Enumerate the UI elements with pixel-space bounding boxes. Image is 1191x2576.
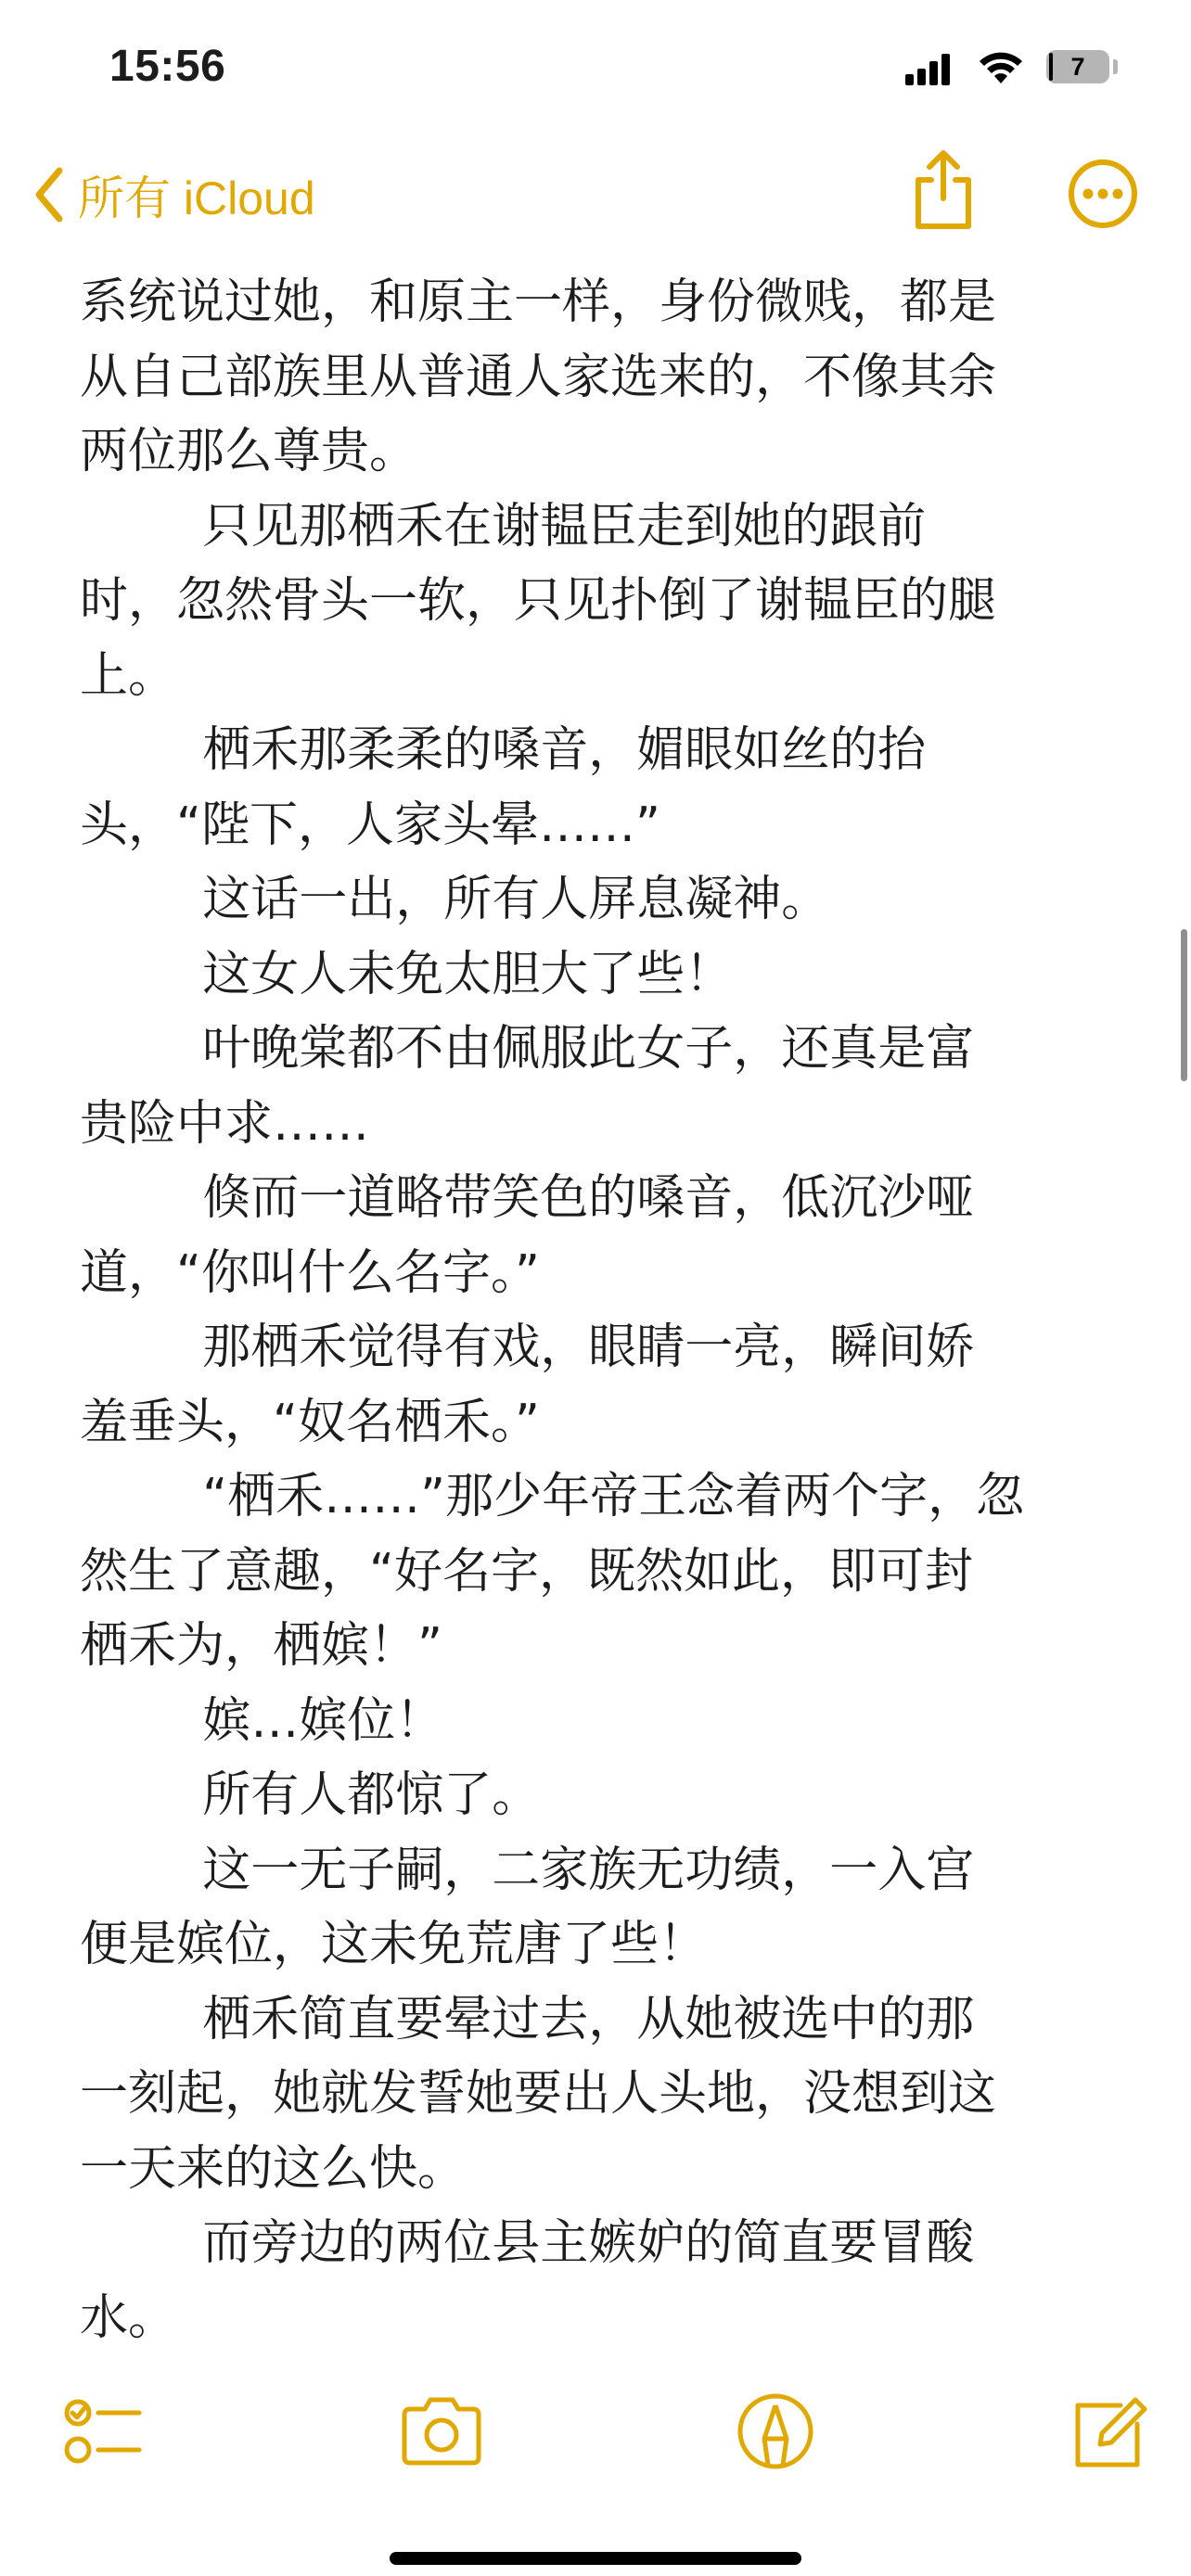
navigation-bar	[0, 139, 1191, 250]
battery-icon	[1046, 50, 1109, 83]
battery-level-text: 7	[1070, 53, 1085, 81]
note-paragraph: “栖禾……”那少年帝王念着两个字，忽 然生了意趣，“好名字，既然如此，即可封 栖禾为，栖嫔！”	[80, 1469, 1025, 1674]
note-paragraph: 而旁边的两位县主嫉妒的简直要冒酸 水。	[80, 2215, 975, 2346]
markup-pen-icon[interactable]	[731, 2387, 820, 2476]
back-button-label: 所有 iCloud	[78, 172, 315, 224]
bottom-toolbar	[0, 2379, 1191, 2491]
note-paragraph: 倏而一道略带笑色的嗓音，低沉沙哑 道，“你叫什么名字。”	[80, 1170, 975, 1301]
note-paragraph: 这女人未免太胆大了些！	[80, 946, 734, 1002]
chevron-left-icon	[33, 165, 65, 224]
note-body[interactable]	[80, 265, 1119, 2355]
back-button[interactable]	[33, 158, 315, 232]
note-paragraph: 这一无子嗣，二家族无功绩，一入宫 便是嫔位，这未免荒唐了些！	[80, 1842, 975, 1972]
note-paragraph: 系统说过她，和原主一样，身份微贱，都是 从自己部族里从普通人家选来的，不像其余 两位那么尊贵。	[80, 274, 997, 479]
camera-icon[interactable]	[397, 2387, 486, 2476]
note-paragraph: 只见那栖禾在谢韫臣走到她的跟前 时，忽然骨头一软，只见扑倒了谢韫臣的腿 上。	[80, 498, 997, 704]
compose-icon[interactable]	[1063, 2387, 1152, 2476]
home-indicator[interactable]	[390, 2552, 801, 2565]
battery-cap	[1113, 59, 1118, 74]
wifi-icon	[978, 50, 1024, 85]
status-bar	[0, 0, 1191, 130]
note-paragraph: 嫔…嫔位！	[80, 1692, 444, 1749]
note-paragraph: 叶晚棠都不由佩服此女子，还真是富 贵险中求……	[80, 1021, 975, 1152]
scroll-indicator[interactable]	[1181, 929, 1187, 1081]
cellular-signal-icon	[905, 54, 952, 85]
share-icon[interactable]	[909, 148, 978, 232]
note-paragraph: 栖禾那柔柔的嗓音，媚眼如丝的抬 头，“陛下，人家头晕……”	[80, 722, 927, 853]
note-paragraph: 栖禾简直要晕过去，从她被选中的那 一刻起，她就发誓她要出人头地，没想到这 一天来的这么快。	[80, 1991, 997, 2197]
checklist-icon[interactable]	[58, 2387, 147, 2476]
note-paragraph: 这话一出，所有人屏息凝神。	[80, 872, 830, 927]
ellipsis-circle-icon[interactable]	[1067, 158, 1139, 230]
note-paragraph: 所有人都惊了。	[80, 1767, 541, 1823]
status-time: 15:56	[109, 42, 226, 91]
note-paragraph: 那栖禾觉得有戏，眼睛一亮，瞬间娇 羞垂头，“奴名栖禾。”	[80, 1320, 975, 1450]
